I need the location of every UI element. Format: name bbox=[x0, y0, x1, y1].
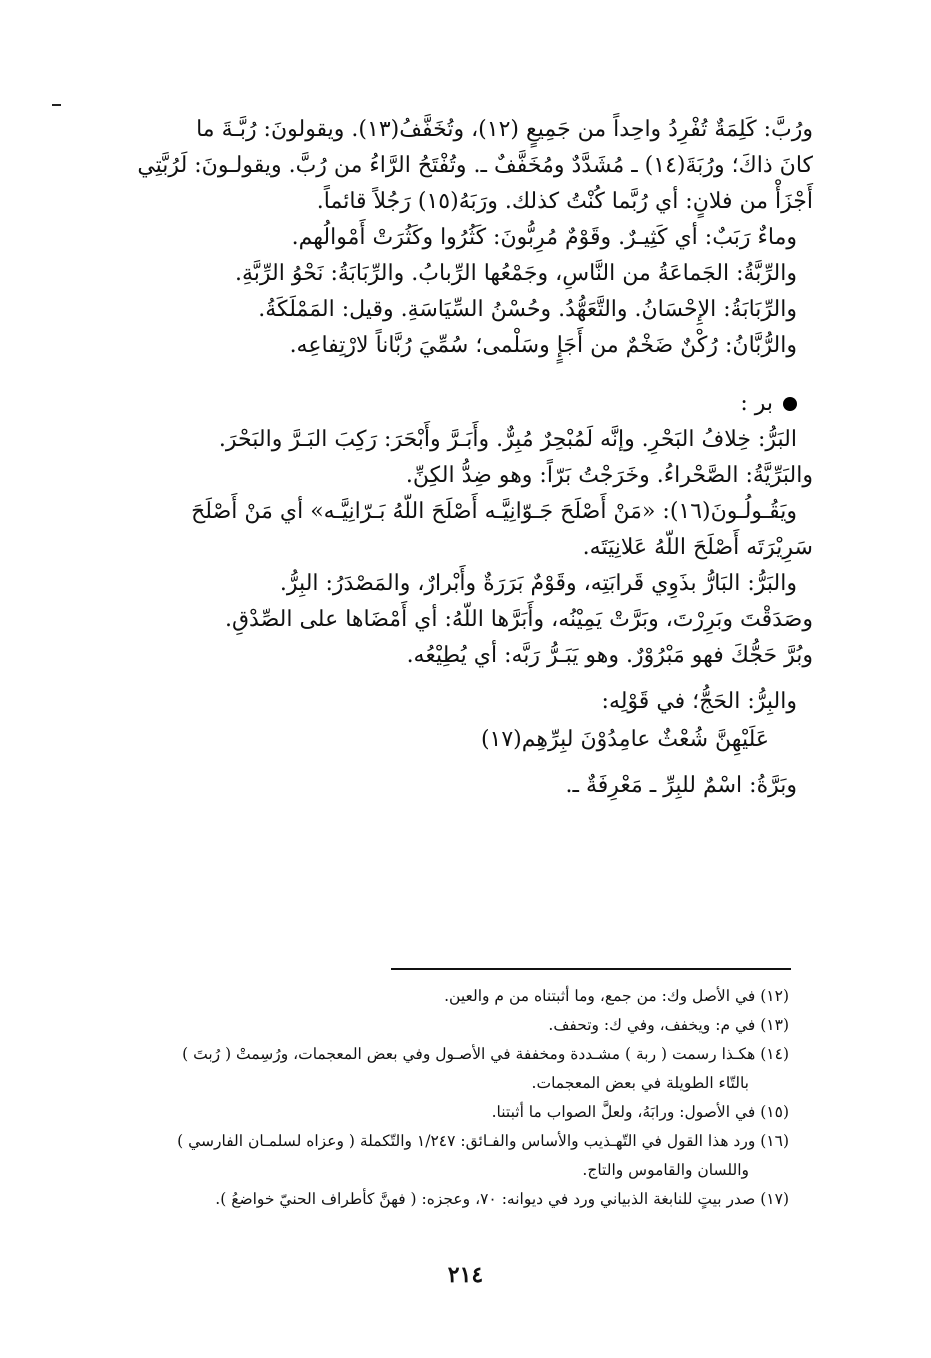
sadaqta-line: وصَدَقْتَ وبَرِرْتَ، وبَرَّتْ يَمِيْنُه، وأَبَرَّها اللّهُ: أي أَمْضَاها على الصِّدْقِ. bbox=[224, 607, 813, 632]
ribaba-line: والرِّبَابَةُ: الإِحْسَانُ. والتَّعَهُّدُ. وحُسْنُ السِّيَاسَةِ. وقيل: المَمْلَكَةُ. bbox=[258, 297, 797, 322]
rabb-line-2: كانَ ذاكَ؛ ورُبَةَ(١٤) ـ مُشَدَّدٌ ومُخَفَّفٌ ـ. وتُفْتَحُ الرَّاءُ من رُبَّ. ويقولـونَ: لَرُبَّتِي bbox=[137, 153, 813, 178]
footnote-divider bbox=[391, 968, 791, 970]
footnote-16: (١٦) ورد هذا القول في التّهـذيب والأساس والفـائق: ١/٢٤٧ والتّكملة ( وعزاه لسلمـان الفارسي ) bbox=[177, 1132, 789, 1150]
saying-line-1: ويَقُـولُـونَ(١٦): «مَنْ أَصْلَحَ جَـوّانِيَّـه أَصْلَحَ اللّهُ بَـرّانِيَّـه» أي مَنْ أَصْلَحَ bbox=[191, 499, 797, 524]
page-number: ٢١٤ bbox=[447, 1262, 484, 1288]
footnote-15: (١٥) في الأصول: ورابَهُ، ولعلَّ الصواب ما أثبتنا. bbox=[491, 1103, 789, 1121]
footnote-14-continued: بالتّاء الطويلة في بعض المعجمات. bbox=[531, 1074, 749, 1092]
barr-line: والبَرُّ: البَارُّ بذَوِي قَرابَتِه، وقَوْمٌ بَرَرَةٌ وأَبْرارٌ، والمَصْدَرُ: البِرُّ. bbox=[279, 571, 797, 596]
saying-line-2: سَرِيْرَتَه أَصْلَحَ اللّهُ عَلانِيَتَه. bbox=[582, 535, 813, 560]
section-heading-birr bbox=[72, 386, 813, 422]
footnotes bbox=[72, 982, 789, 1214]
section-heading-label: بر : bbox=[740, 391, 773, 416]
barra-line: وبَرَّةُ: اسْمٌ للبِرِّ ـ مَعْرِفَةٌ ـ. bbox=[565, 773, 797, 798]
rabb-line-1: ورُبَّ: كَلِمَةٌ تُفْرِدُ واحِداً من جَمِيعٍ (١٢)، وتُخَفَّفُ(١٣). ويقولونَ: رُبَّـةَ ما bbox=[196, 117, 813, 142]
bullet-icon bbox=[783, 397, 797, 411]
footnote-13: (١٣) في م: ويخفف، وفي ك: وتحفف. bbox=[548, 1016, 789, 1034]
birr-line-2: والبَرِّيَّةُ: الصَّحْراءُ. وخَرَجْتُ بَرّاً: وهو ضِدُّ الكِنِّ. bbox=[405, 463, 813, 488]
ribba-line: والرِّبَّةُ: الجَماعَةُ من النَّاسِ، وجَمْعُها الرِّبابُ. والرِّبَابَةُ: نَحْوُ الرِّبَّةِ. bbox=[234, 261, 797, 286]
footnote-17: (١٧) صدر بيتٍ للنابغة الذبياني ورد في ديوانه: ٧٠، وعجزه: ( فهنَّ كأطراف الحنيّ خواضعُ ). bbox=[215, 1190, 789, 1208]
footnote-14: (١٤) هكـذا رسمت ( ربة ) مشـددة ومخففة في الأصـول وفي بعض المعجمات، ورُسِمتْ ( رُبتَ ) bbox=[182, 1045, 789, 1063]
margin-mark bbox=[52, 104, 61, 106]
poetry-verse: عَلَيْهِنَّ شُعْثٌ عامِدُوْنَ لبِرِّهِم(١٧) bbox=[480, 727, 769, 752]
burra-line: وبُرَّ حَجُّكَ فهو مَبْرُوْرٌ. وهو يَبَـرُّ رَبَّه: أي يُطِيْعُه. bbox=[406, 643, 813, 668]
birr-line-1: البَرُّ: خِلافُ البَحْرِ. وإنَّه لَمُبْحِرٌ مُبِرٌّ. وأَبَـرَّ وأَبْحَرَ: رَكِبَ البَـرَّ والبَحْرَ. bbox=[218, 427, 797, 452]
rabb-water-line: وماءٌ رَبَبٌ: أي كَثِيـرٌ. وقَوْمٌ مُرِبُّونَ: كَثُرُوا وكَثُرَتْ أَمْوالُهم. bbox=[291, 225, 797, 250]
hajj-intro-line: والبِرُّ: الحَجُّ؛ في قَوْلِه: bbox=[601, 689, 797, 714]
main-text bbox=[72, 112, 813, 804]
footnote-16-continued: واللسان والقاموس والتاج. bbox=[582, 1161, 749, 1179]
rubban-line: والرُّبَّانُ: رُكْنٌ ضَخْمٌ من أَجَإٍ وسَلْمى؛ سُمِّيَ رُبَّاناً لارْتِفاعِه. bbox=[289, 333, 797, 358]
rabb-line-3: أَجْزَأْ من فلانٍ: أي رُبَّما كُنْتُ كذلك. ورَبَهُ(١٥) رَجُلاً قائماً. bbox=[316, 189, 813, 214]
footnote-12: (١٢) في الأصل وك: من جمع، وما أثبتناه من م والعين. bbox=[444, 987, 789, 1005]
